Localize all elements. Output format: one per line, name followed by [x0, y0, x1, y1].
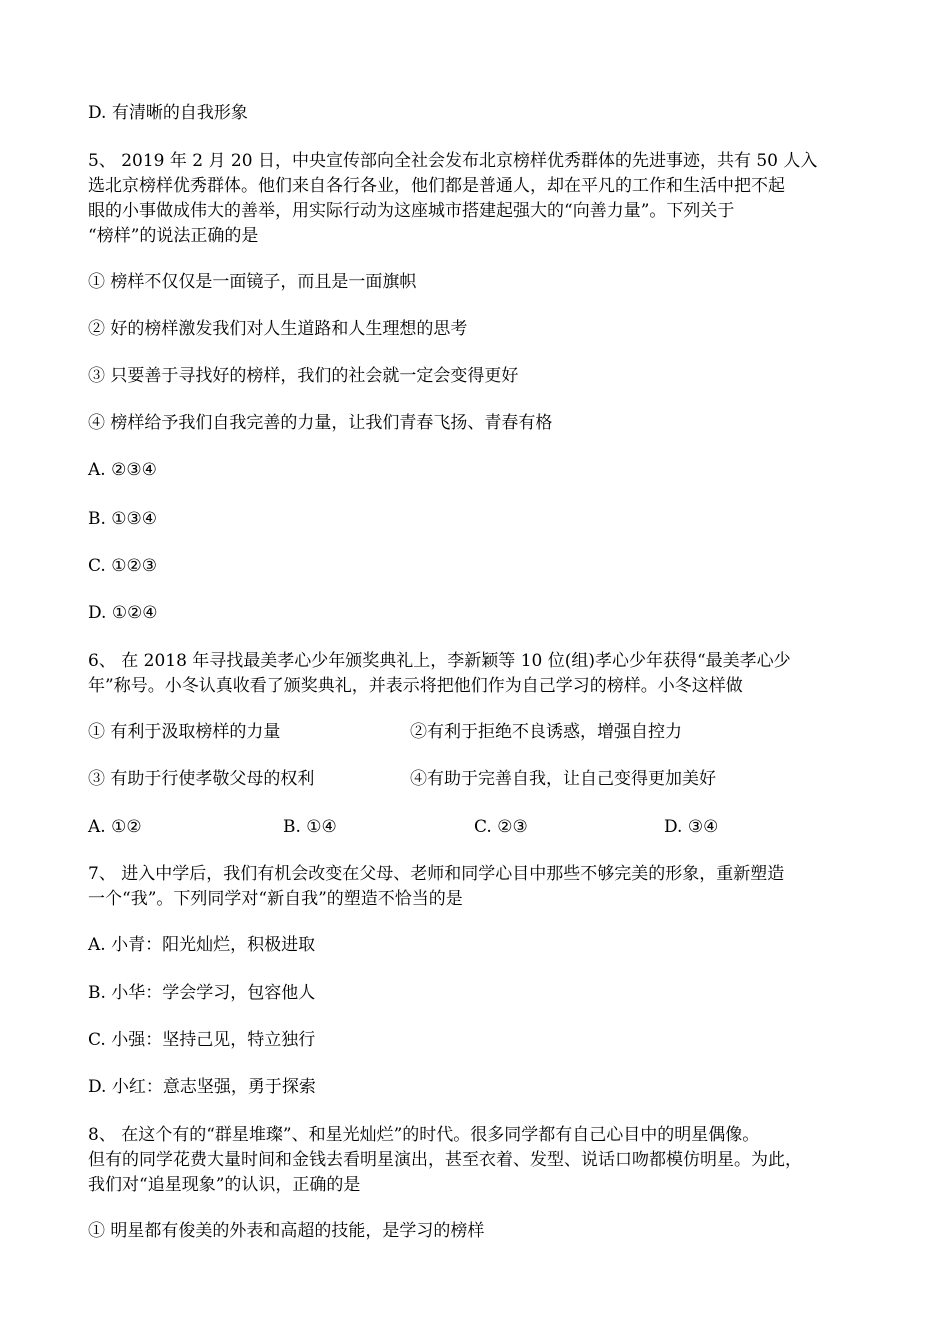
q7-stem-line-2: 一个“我”。下列同学对“新自我”的塑造不恰当的是 [88, 889, 463, 909]
q5-option-c: C. ①②③ [88, 556, 157, 576]
q5-stem-line-3: 眼的小事做成伟大的善举，用实际行动为这座城市搭建起强大的“向善力量”。下列关于 [88, 201, 735, 221]
q5-stem-line-1: 5、 2019 年 2 月 20 日，中央宣传部向全社会发布北京榜样优秀群体的先进事迹，共有 50 人入 [88, 151, 818, 171]
q6-statement-3: ③ 有助于行使孝敬父母的权利 [88, 769, 315, 789]
q5-option-d: D. ①②④ [88, 603, 158, 623]
q6-statement-1: ① 有利于汲取榜样的力量 [88, 722, 281, 742]
q5-statement-4: ④ 榜样给予我们自我完善的力量，让我们青春飞扬、青春有格 [88, 413, 553, 433]
q5-stem-line-2: 选北京榜样优秀群体。他们来自各行各业，他们都是普通人，却在平凡的工作和生活中把不起 [88, 176, 785, 196]
q5-option-a: A. ②③④ [88, 460, 157, 480]
q6-option-b: B. ①④ [283, 817, 337, 837]
q6-statement-4: ④有助于完善自我，让自己变得更加美好 [410, 769, 716, 789]
q5-option-b: B. ①③④ [88, 509, 158, 529]
q8-stem-line-2: 但有的同学花费大量时间和金钱去看明星演出，甚至衣着、发型、说话口吻都模仿明星。为此， [88, 1150, 802, 1170]
q6-statement-2: ②有利于拒绝不良诱惑，增强自控力 [410, 722, 682, 742]
q6-option-c: C. ②③ [474, 817, 528, 837]
q5-statement-2: ② 好的榜样激发我们对人生道路和人生理想的思考 [88, 319, 468, 339]
q7-option-b: B. 小华：学会学习，包容他人 [88, 983, 316, 1003]
q5-stem-line-4: “榜样”的说法正确的是 [88, 226, 259, 246]
q5-statement-3: ③ 只要善于寻找好的榜样，我们的社会就一定会变得更好 [88, 366, 519, 386]
q5-statement-1: ① 榜样不仅仅是一面镜子，而且是一面旗帜 [88, 272, 417, 292]
q7-option-a: A. 小青：阳光灿烂，积极进取 [88, 935, 316, 955]
q6-option-d: D. ③④ [664, 817, 719, 837]
q6-option-a: A. ①② [88, 817, 142, 837]
q6-stem-line-2: 年”称号。小冬认真收看了颁奖典礼，并表示将把他们作为自己学习的榜样。小冬这样做 [88, 676, 743, 696]
q6-stem-line-1: 6、 在 2018 年寻找最美孝心少年颁奖典礼上，李新颖等 10 位(组)孝心少年获得“最美孝心少 [88, 651, 791, 671]
q8-stem-line-1: 8、 在这个有的“群星堆璨”、和星光灿烂”的时代。很多同学都有自己心目中的明星偶像。 [88, 1125, 760, 1145]
q8-statement-1: ① 明星都有俊美的外表和高超的技能，是学习的榜样 [88, 1221, 485, 1241]
q4-option-d: D. 有清晰的自我形象 [88, 103, 248, 123]
q7-option-d: D. 小红：意志坚强，勇于探索 [88, 1077, 316, 1097]
q7-stem-line-1: 7、 进入中学后，我们有机会改变在父母、老师和同学心目中那些不够完美的形象，重新塑造 [88, 864, 785, 884]
q8-stem-line-3: 我们对“追星现象”的认识，正确的是 [88, 1175, 361, 1195]
q7-option-c: C. 小强：坚持己见，特立独行 [88, 1030, 316, 1050]
